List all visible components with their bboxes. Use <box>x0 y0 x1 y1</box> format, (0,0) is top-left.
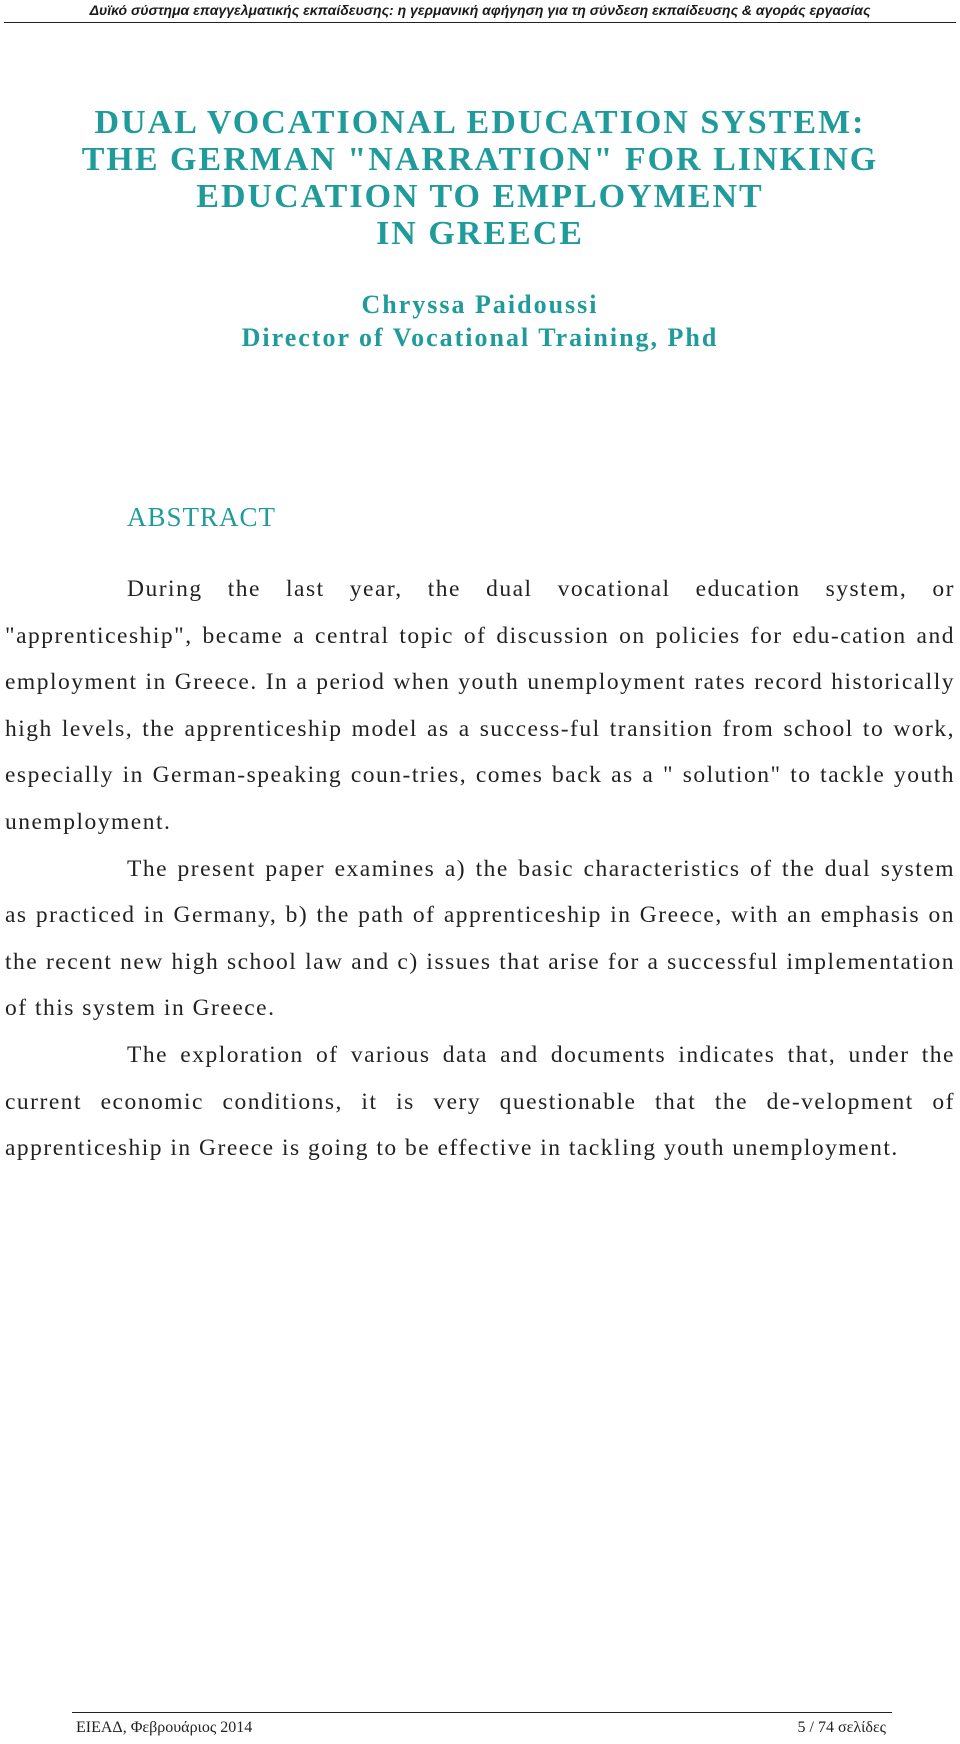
footer-page-number: 5 / 74 σελίδες <box>797 1719 886 1736</box>
document-title <box>0 104 960 252</box>
footer-publisher-date: ΕΙΕΑΔ, Φεβρουάριος 2014 <box>76 1719 253 1736</box>
author-name: Chryssa Paidoussi <box>361 290 599 319</box>
abstract-paragraph: During the last year, the dual vocational education system, or "apprenticeship", became a central topic of discussion on policies for edu-cation and employment in Greece. In a period when youth unemployment rates record historically high levels, the apprenticeship model as a success-ful transition from school to work, especially in German-speaking coun-tries, comes back as a " solution" to tackle youth unemployment. <box>5 576 955 835</box>
title-line: IN GREECE <box>376 215 584 252</box>
running-header: Δυϊκό σύστημα επαγγελματικής εκπαίδευσης: η γερμανική αφήγηση για τη σύνδεση εκπαίδευσης & αγοράς εργασίας <box>89 2 871 18</box>
title-line: THE GERMAN "NARRATION" FOR LINKING <box>81 141 879 178</box>
abstract-body <box>5 566 955 1172</box>
header-divider <box>4 22 956 23</box>
title-line: EDUCATION TO EMPLOYMENT <box>196 178 764 215</box>
abstract-paragraph: The present paper examines a) the basic characteristics of the dual system as practiced in Germany, b) the path of apprenticeship in Greece, with an emphasis on the recent new high school law and c) issues that arise for a successful implementation of this system in Greece. <box>5 855 955 1022</box>
title-line: DUAL VOCATIONAL EDUCATION SYSTEM: <box>94 104 866 141</box>
author-block <box>0 288 960 354</box>
footer-divider <box>72 1712 892 1713</box>
abstract-heading: ABSTRACT <box>127 502 277 532</box>
author-position: Director of Vocational Training, Phd <box>241 323 719 352</box>
abstract-paragraph: The exploration of various data and documents indicates that, under the current economic conditions, it is very questionable that the de-velopment of apprenticeship in Greece is going to be effective in tackling youth unemployment. <box>5 1041 955 1162</box>
